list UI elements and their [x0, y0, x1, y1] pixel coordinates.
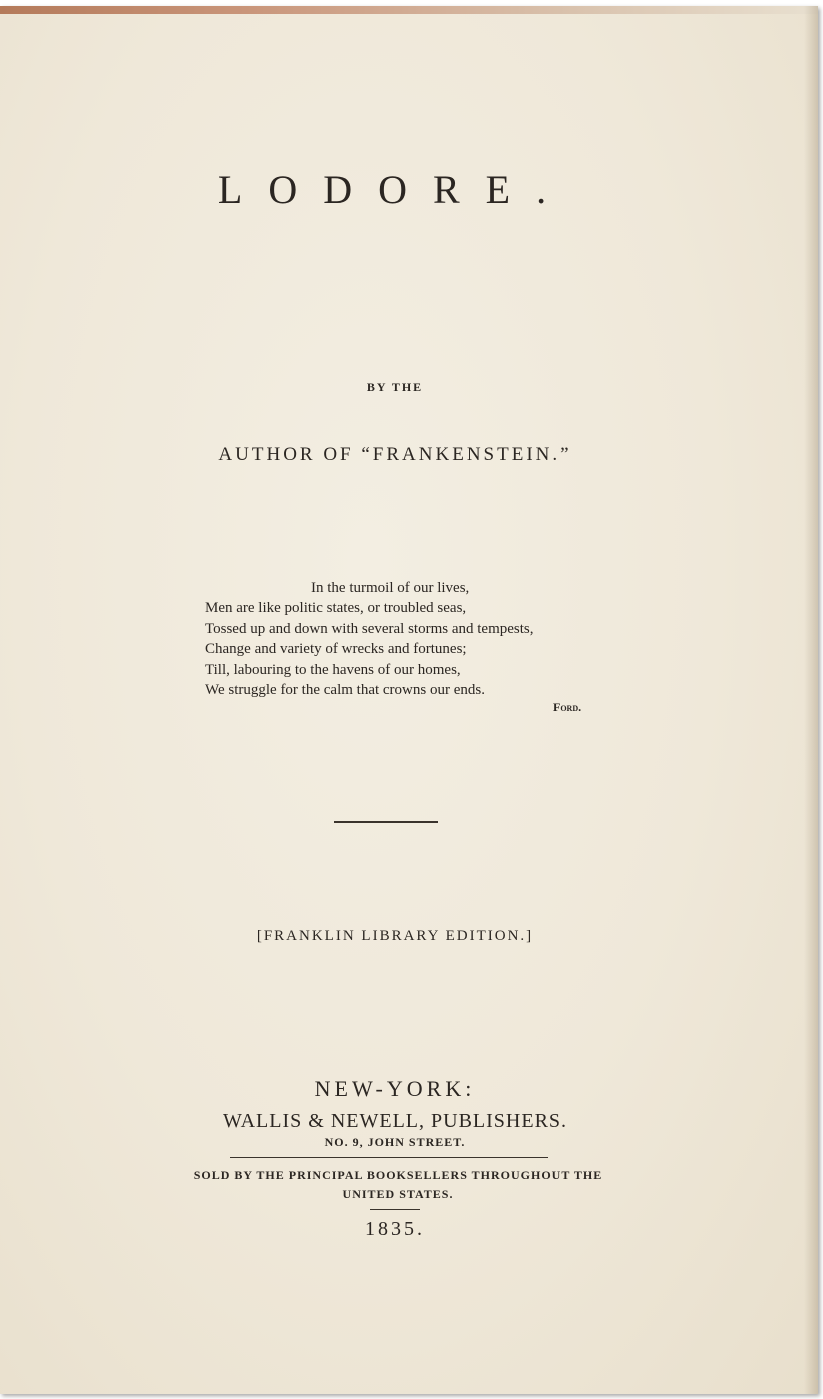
imprint-year: 1835. — [365, 1218, 425, 1240]
author-line: AUTHOR OF “FRANKENSTEIN.” — [218, 444, 572, 465]
sold-by-notice — [148, 1166, 648, 1204]
imprint-publisher: WALLIS & NEWELL, PUBLISHERS. — [222, 1110, 568, 1132]
imprint-address: NO. 9, JOHN STREET. — [324, 1135, 466, 1149]
epigraph-line: Men are like politic states, or troubled seas, — [205, 600, 467, 617]
imprint-city: NEW-YORK: — [314, 1076, 476, 1101]
year-divider — [370, 1209, 420, 1210]
epigraph-line: In the turmoil of our lives, — [311, 580, 470, 596]
sold-by-line: SOLD BY THE PRINCIPAL BOOKSELLERS THROUGHOUT THE — [193, 1168, 603, 1182]
title-page — [0, 6, 818, 1394]
edition-label: [FRANKLIN LIBRARY EDITION.] — [256, 928, 534, 944]
epigraph-line: Tossed up and down with several storms and tempests, — [205, 620, 534, 637]
epigraph-line: We struggle for the calm that crowns our ends. — [205, 682, 485, 699]
section-divider — [334, 821, 438, 823]
epigraph-line: Till, labouring to the havens of our homes, — [205, 661, 461, 678]
sold-by-line: UNITED STATES. — [342, 1187, 454, 1201]
book-title: LODORE. — [217, 167, 573, 212]
epigraph-line: Change and variety of wrecks and fortunes; — [205, 641, 467, 658]
epigraph-attribution: Ford. — [553, 700, 582, 714]
imprint-divider — [230, 1157, 548, 1158]
epigraph — [205, 578, 605, 700]
by-line: BY THE — [366, 380, 424, 394]
